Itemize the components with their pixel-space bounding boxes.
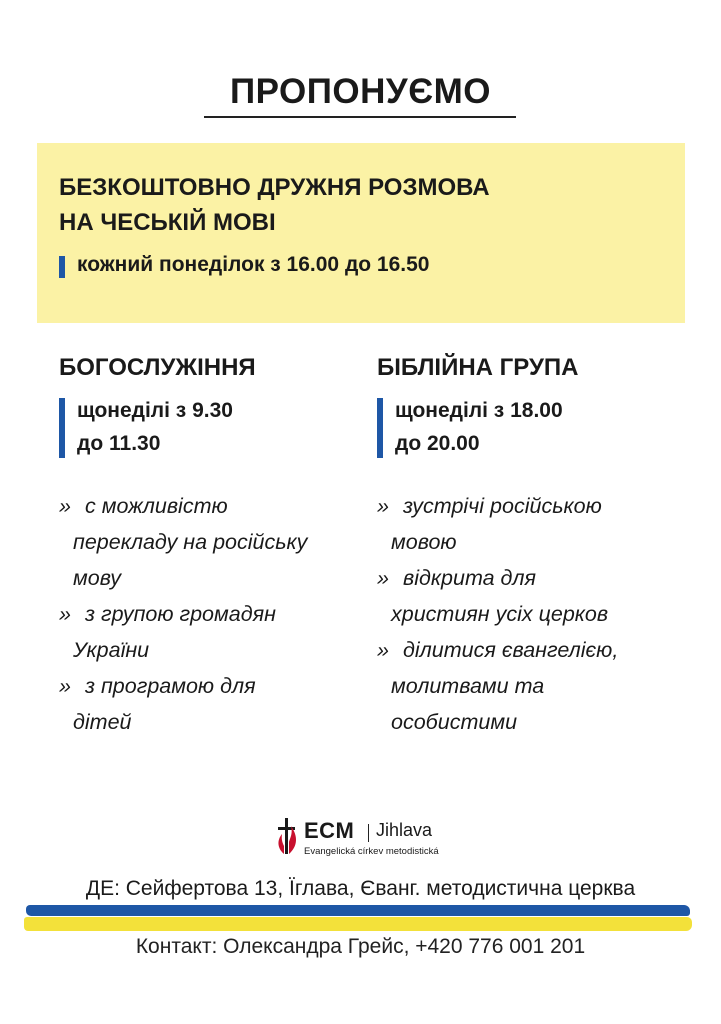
list-item-line: с можливістю <box>85 494 228 518</box>
list-item-line: ділитися євангелією, <box>403 638 619 662</box>
logo-city: Jihlava <box>376 820 433 840</box>
worship-title: БОГОСЛУЖІННЯ <box>59 354 256 381</box>
list-item-line: з групою громадян <box>85 602 276 626</box>
bullet-marker: » <box>59 494 71 518</box>
bible-group-column <box>377 350 697 740</box>
list-item-line: відкрита для <box>403 566 537 590</box>
list-item <box>377 560 697 632</box>
list-item-line: мову <box>73 566 121 590</box>
offer-schedule <box>59 250 430 280</box>
offer-heading <box>59 170 659 240</box>
list-item-line: зустрічі російською <box>403 494 602 518</box>
accent-bar <box>59 398 65 458</box>
list-item-line: дітей <box>73 710 132 734</box>
cross-flame-icon <box>274 816 300 856</box>
title-underline <box>204 116 516 118</box>
bullet-marker: » <box>59 602 71 626</box>
worship-list <box>59 488 379 740</box>
flag-stripe-yellow <box>24 917 692 931</box>
logo-divider <box>368 824 369 842</box>
bible-group-time-line1: щонеділі з 18.00 <box>395 399 563 422</box>
bullet-marker: » <box>377 638 389 662</box>
bullet-marker: » <box>377 494 389 518</box>
list-item-line: молитвами та <box>391 674 545 698</box>
accent-bar <box>377 398 383 458</box>
bullet-marker: » <box>59 674 71 698</box>
list-item <box>59 668 379 740</box>
bible-group-title: БІБЛІЙНА ГРУПА <box>377 354 579 381</box>
address: ДЕ: Сейфертова 13, Їглава, Єванг. методистична церква <box>85 877 636 900</box>
offer-heading-line1: БЕЗКОШТОВНО ДРУЖНЯ РОЗМОВА <box>59 174 490 201</box>
list-item-line: перекладу на російську <box>73 530 308 554</box>
logo-full-name: Evangelická církev metodistická <box>304 846 439 857</box>
worship-column <box>59 350 379 740</box>
page-title: ПРОПОНУЄМО <box>230 72 491 111</box>
bible-group-time <box>377 394 697 460</box>
flag-stripe-blue <box>26 905 690 916</box>
offer-schedule-text: кожний понеділок з 16.00 до 16.50 <box>77 253 430 276</box>
worship-time <box>59 394 379 460</box>
list-item <box>377 632 697 740</box>
contact: Контакт: Олександра Грейс, +420 776 001 201 <box>135 935 586 958</box>
worship-time-line2: до 11.30 <box>77 432 161 455</box>
church-logo <box>274 816 474 860</box>
list-item-line: особистими <box>391 710 518 734</box>
offer-heading-line2: НА ЧЕСЬКІЙ МОВІ <box>59 209 276 236</box>
list-item-line: з програмою для <box>85 674 256 698</box>
bullet-marker: » <box>377 566 389 590</box>
list-item <box>59 596 379 668</box>
worship-time-line1: щонеділі з 9.30 <box>77 399 233 422</box>
logo-abbreviation: ECM <box>304 818 355 843</box>
bible-group-list <box>377 488 697 740</box>
bible-group-time-line2: до 20.00 <box>395 432 480 455</box>
list-item <box>59 488 379 596</box>
accent-bar <box>59 256 65 278</box>
list-item-line: України <box>73 638 150 662</box>
list-item-line: мовою <box>391 530 457 554</box>
list-item-line: християн усіх церков <box>391 602 609 626</box>
list-item <box>377 488 697 560</box>
